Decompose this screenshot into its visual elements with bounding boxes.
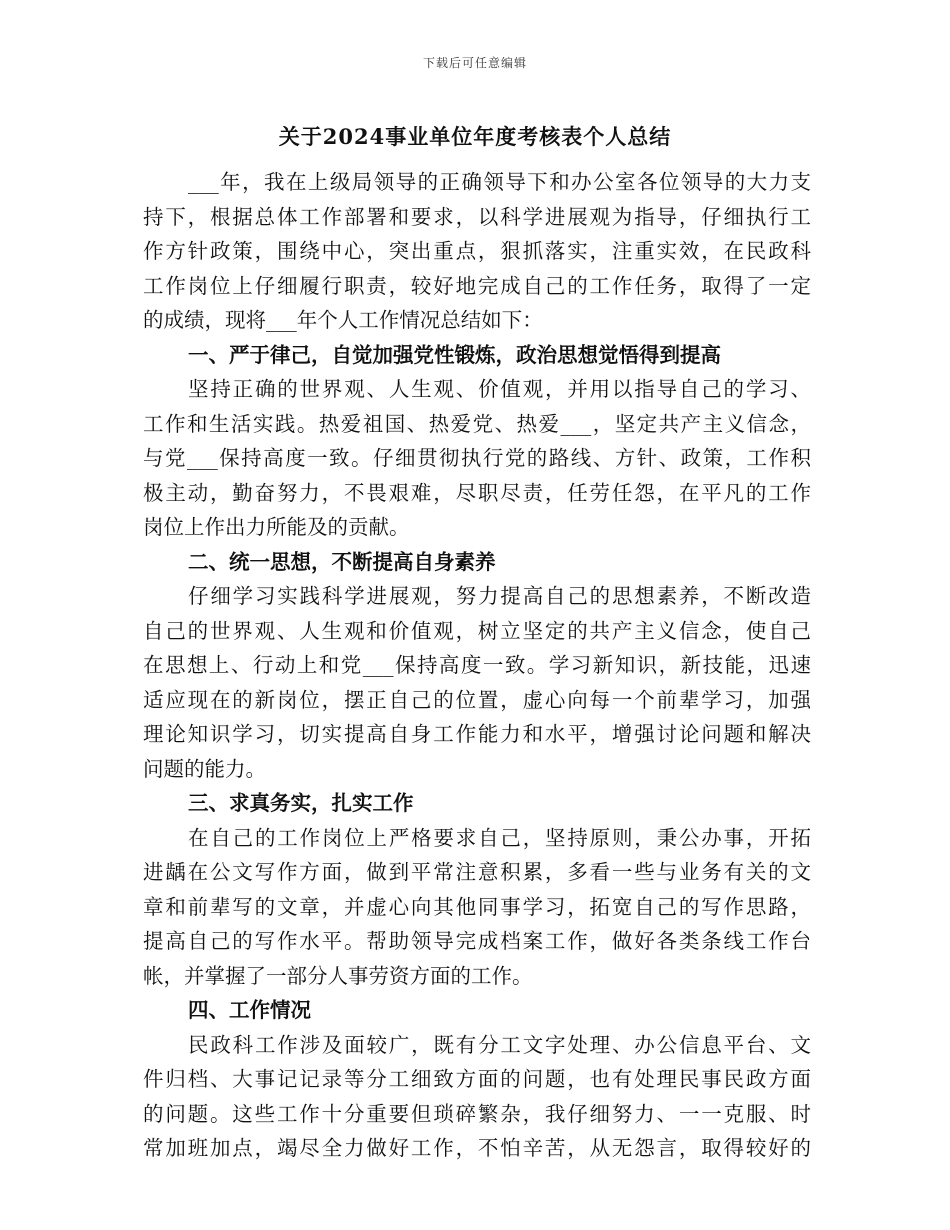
- paragraph-line: 作方针政策，围绕中心，突出重点，狠抓落实，注重实效，在民政科: [143, 239, 811, 263]
- document-title: 关于2024事业单位年度考核表个人总结: [278, 124, 672, 149]
- paragraph-line: 坚持正确的世界观、人生观、价值观，并用以指导自己的学习、: [188, 377, 811, 401]
- section-heading: 四、工作情况: [188, 998, 311, 1022]
- section-heading: 三、求真务实，扎实工作: [188, 791, 414, 815]
- paragraph-line: 帐，并掌握了一部分人事劳资方面的工作。: [143, 963, 533, 988]
- paragraph-line: 提高自己的写作水平。帮助领导完成档案工作，做好各类条线工作台: [143, 929, 811, 953]
- section-heading: 一、严于律己，自觉加强党性锻炼，政治思想觉悟得到提高: [188, 342, 721, 367]
- paragraph-line: 在自己的工作岗位上严格要求自己，坚持原则，秉公办事，开拓: [188, 825, 811, 850]
- paragraph-line: 章和前辈写的文章，并虚心向其他同事学习，拓宽自己的写作思路，: [143, 894, 811, 919]
- paragraph-line: 的成绩，现将___年个人工作情况总结如下：: [143, 308, 543, 332]
- paragraph-line: 民政科工作涉及面较广，既有分工文字处理、办公信息平台、文: [188, 1032, 811, 1057]
- paragraph-line: 的问题。这些工作十分重要但琐碎繁杂，我仔细努力、一一克服、时: [143, 1101, 811, 1126]
- paragraph-line: 进龋在公文写作方面，做到平常注意积累，多看一些与业务有关的文: [143, 860, 811, 884]
- paragraph-line: 自己的世界观、人生观和价值观，树立坚定的共产主义信念，使自己: [143, 618, 811, 643]
- paragraph-line: 常加班加点，竭尽全力做好工作，不怕辛苦，从无怨言，取得较好的: [143, 1136, 811, 1160]
- paragraph-line: 适应现在的新岗位，摆正自己的位置，虚心向每一个前辈学习，加强: [143, 687, 811, 712]
- section-heading: 二、统一思想，不断提高自身素养: [188, 549, 496, 574]
- paragraph-line: ___年，我在上级局领导的正确领导下和办公室各位领导的大力支: [188, 170, 811, 194]
- page-header-note: 下载后可任意编辑: [422, 56, 527, 70]
- paragraph-line: 仔细学习实践科学进展观，努力提高自己的思想素养，不断改造: [188, 584, 811, 608]
- paragraph-line: 极主动，勤奋努力，不畏艰难，尽职尽责，任劳任怨，在平凡的工作: [143, 480, 811, 505]
- document-body: [143, 165, 811, 1166]
- paragraph-line: 工作和生活实践。热爱祖国、热爱党、热爱___，坚定共产主义信念，: [143, 411, 811, 436]
- paragraph-line: 理论知识学习，切实提高自身工作能力和水平，增强讨论问题和解决: [143, 722, 811, 746]
- paragraph-line: 持下，根据总体工作部署和要求，以科学进展观为指导，仔细执行工: [143, 204, 811, 229]
- paragraph-line: 岗位上作出力所能及的贡献。: [143, 515, 410, 539]
- paragraph-line: 件归档、大事记记录等分工细致方面的问题，也有处理民事民政方面: [143, 1067, 811, 1091]
- paragraph-line: 问题的能力。: [143, 756, 266, 781]
- paragraph-line: 在思想上、行动上和党___保持高度一致。学习新知识，新技能，迅速: [143, 653, 811, 677]
- paragraph-line: 工作岗位上仔细履行职责，较好地完成自己的工作任务，取得了一定: [143, 273, 811, 298]
- paragraph-line: 与党___保持高度一致。仔细贯彻执行党的路线、方针、政策，工作积: [143, 446, 811, 470]
